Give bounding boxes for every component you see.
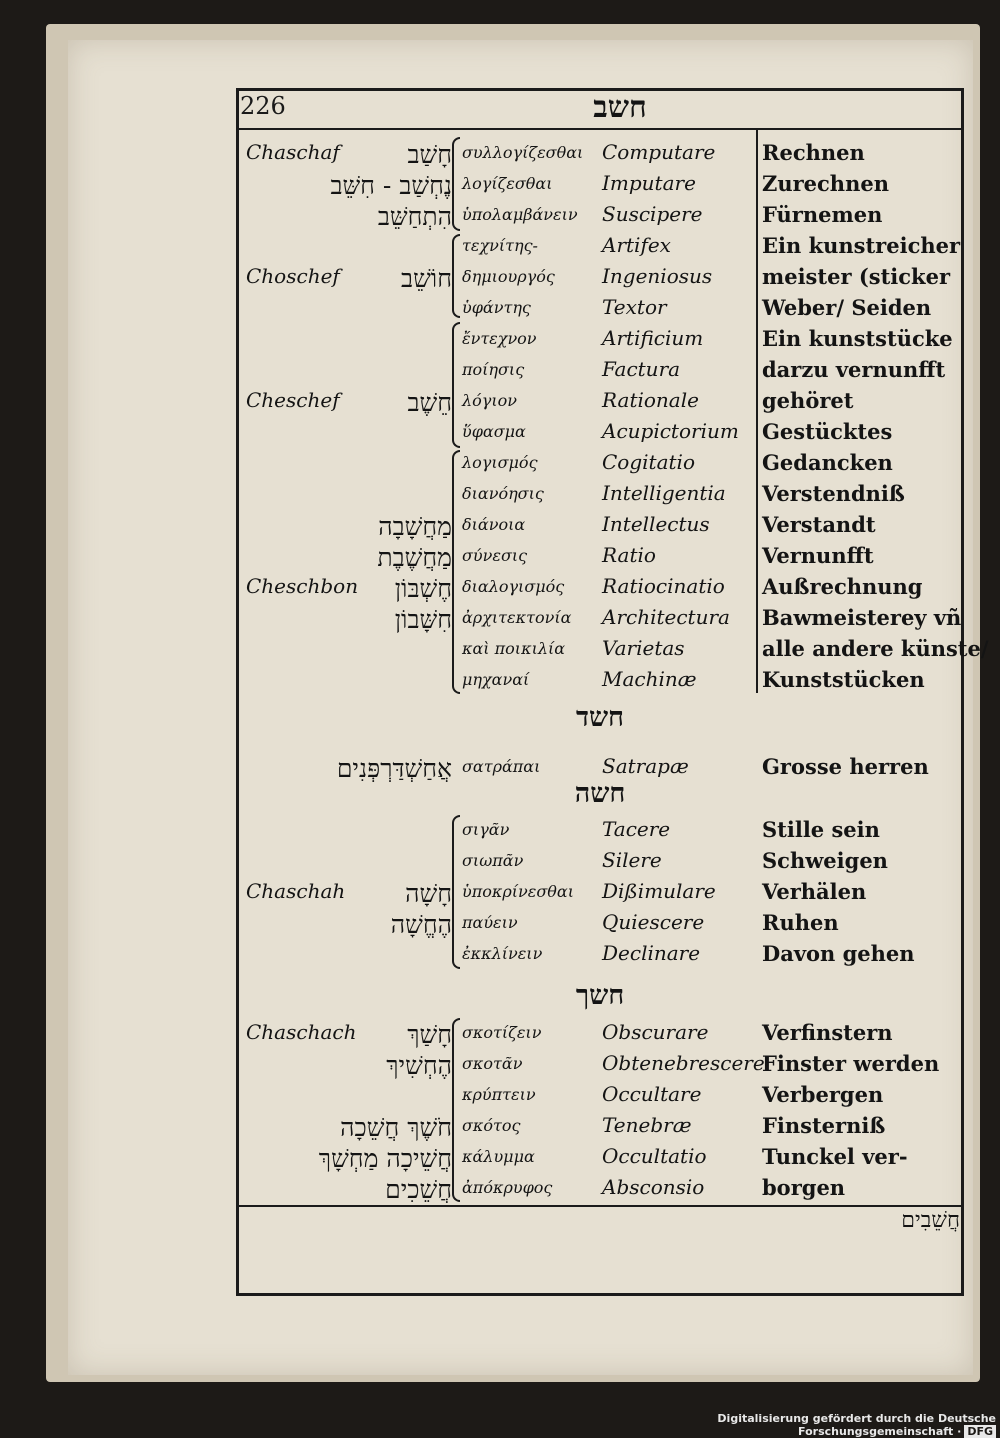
latin-term: Intellectus (602, 512, 710, 536)
greek-term: ἐκκλίνειν (462, 944, 543, 963)
transliteration: Choschef (246, 264, 340, 288)
german-term: Verfinstern (762, 1020, 893, 1045)
latin-term: Silere (602, 848, 662, 872)
latin-term: Architectura (602, 605, 730, 629)
latin-term: Satrapæ (602, 754, 689, 778)
greek-term: σκοτᾶν (462, 1054, 523, 1073)
german-term: alle andere künste/ (762, 636, 989, 661)
footer-text: Digitalisierung gefördert durch die Deutsche Forschungsgemeinschaft · (717, 1412, 996, 1438)
latin-term: Varietas (602, 636, 685, 660)
greek-term: ὑφάντης (462, 298, 531, 317)
latin-term: Absconsio (602, 1175, 705, 1199)
greek-term: διάνοια (462, 515, 526, 534)
section-root-chashad: חשד (575, 702, 625, 733)
german-term: Finsterniß (762, 1113, 886, 1138)
latin-term: Obtenebrescere (602, 1051, 765, 1075)
latin-term: Tenebræ (602, 1113, 692, 1137)
hebrew-word: חֶשְׁבּוֹן (394, 574, 452, 603)
hebrew-word: מַחֲשָׁבָה (378, 512, 452, 541)
hebrew-word: הֶחֱשָׁה (390, 910, 452, 939)
german-term: Verstendniß (762, 481, 905, 506)
bottom-rule (236, 1205, 964, 1207)
greek-term: κάλυμμα (462, 1147, 535, 1166)
german-term: Finster werden (762, 1051, 940, 1076)
greek-term: δημιουργός (462, 267, 555, 286)
header-root: חשב (593, 90, 647, 125)
bracket (452, 234, 460, 318)
latin-term: Computare (602, 140, 716, 164)
bracket (452, 450, 460, 694)
latin-term: Imputare (602, 171, 696, 195)
greek-term: σκοτίζειν (462, 1023, 542, 1042)
german-term: Tunckel ver- (762, 1144, 908, 1169)
latin-term: Rationale (602, 388, 699, 412)
greek-term: σιγᾶν (462, 820, 510, 839)
latin-term: Ingeniosus (602, 264, 713, 288)
latin-term: Ratio (602, 543, 656, 567)
footer-credit (600, 1412, 996, 1438)
latin-term: Obscurare (602, 1020, 709, 1044)
greek-term: λογισμός (462, 453, 538, 472)
hebrew-word: הִתְחַשֵּׁב (377, 202, 452, 231)
greek-term: λόγιον (462, 391, 517, 410)
german-term: Verbergen (762, 1082, 884, 1107)
german-term: Grosse herren (762, 754, 929, 779)
latin-term: Acupictorium (602, 419, 739, 443)
latin-term: Textor (602, 295, 667, 319)
bracket (452, 815, 460, 969)
german-term: Fürnemen (762, 202, 883, 227)
page-number: 226 (240, 92, 286, 120)
bracket (452, 322, 460, 448)
column-separator (756, 130, 758, 693)
latin-term: Occultare (602, 1082, 702, 1106)
latin-term: Suscipere (602, 202, 703, 226)
hebrew-word: חָשַׁךְ (407, 1020, 452, 1049)
greek-term: ἀπόκρυφος (462, 1178, 553, 1197)
latin-term: Artifex (602, 233, 671, 257)
latin-term: Ratiocinatio (602, 574, 725, 598)
greek-term: διανόησις (462, 484, 544, 503)
german-term: Kunststücken (762, 667, 925, 692)
greek-term: παύειν (462, 913, 518, 932)
greek-term: μηχαναί (462, 670, 530, 689)
hebrew-word: חִשָּׁבוֹן (394, 605, 452, 634)
german-term: Zurechnen (762, 171, 889, 196)
greek-term: σατράπαι (462, 757, 541, 776)
greek-term: συλλογίζεσθαι (462, 143, 584, 162)
german-term: Rechnen (762, 140, 865, 165)
german-term: Ein kunststücke (762, 326, 953, 351)
german-term: Ein kunstreicher (762, 233, 961, 258)
latin-term: Cogitatio (602, 450, 695, 474)
german-term: meister (sticker (762, 264, 951, 289)
greek-term: σκότος (462, 1116, 521, 1135)
german-term: Stille sein (762, 817, 880, 842)
greek-term: τεχνίτης- (462, 236, 538, 255)
greek-term: κρύπτειν (462, 1085, 536, 1104)
latin-term: Machinæ (602, 667, 697, 691)
header-rule (236, 128, 964, 130)
greek-term: ὕφασμα (462, 422, 526, 441)
greek-term: ποίησις (462, 360, 525, 379)
hebrew-word: חֲשֵׁיכָה מַחְשָׁךְ (318, 1144, 452, 1173)
hebrew-word: חוֹשֵׁב (401, 264, 452, 293)
german-term: gehöret (762, 388, 854, 413)
greek-term: ὑπολαμβάνειν (462, 205, 578, 224)
dfg-logo: DFG (964, 1425, 996, 1438)
german-term: Gestücktes (762, 419, 893, 444)
hebrew-word: חֹשֶׁךְ חֲשֵׁכָה (340, 1113, 452, 1142)
german-term: Schweigen (762, 848, 888, 873)
transliteration: Chaschach (246, 1020, 357, 1044)
hebrew-word: אֲחַשְׁדַּרְפְּנִים (336, 754, 452, 783)
hebrew-word: חֲשֵׁכִים (385, 1175, 452, 1204)
german-term: Verstandt (762, 512, 876, 537)
greek-term: σιωπᾶν (462, 851, 524, 870)
latin-term: Tacere (602, 817, 671, 841)
transliteration: Chaschaf (246, 140, 340, 164)
catchword: חֲשֵׁבִים (901, 1208, 960, 1233)
latin-term: Quiescere (602, 910, 705, 934)
transliteration: Cheschbon (246, 574, 359, 598)
greek-term: σύνεσις (462, 546, 528, 565)
greek-term: καὶ ποικιλία (462, 639, 566, 658)
latin-term: Declinare (602, 941, 701, 965)
hebrew-word: הֶחְשִׁיךְ (386, 1051, 452, 1080)
greek-term: λογίζεσθαι (462, 174, 553, 193)
hebrew-word: נֶחְשַׁב - חִשֵּׁב (330, 171, 452, 200)
latin-term: Factura (602, 357, 681, 381)
bracket (452, 137, 460, 231)
latin-term: Occultatio (602, 1144, 707, 1168)
section-root-chashach: חשך (575, 980, 625, 1011)
german-term: Weber/ Seiden (762, 295, 932, 320)
german-term: Ruhen (762, 910, 839, 935)
german-term: Verhälen (762, 879, 867, 904)
latin-term: Intelligentia (602, 481, 726, 505)
bracket (452, 1018, 460, 1202)
hebrew-word: חָשַׁב (407, 140, 452, 169)
german-term: borgen (762, 1175, 846, 1200)
german-term: Davon gehen (762, 941, 915, 966)
greek-term: ἔντεχνον (462, 329, 537, 348)
german-term: Gedancken (762, 450, 893, 475)
greek-term: διαλογισμός (462, 577, 565, 596)
section-root-chashah: חשה (574, 778, 626, 809)
hebrew-word: חֵשֶׁב (407, 388, 452, 417)
latin-term: Artificium (602, 326, 704, 350)
german-term: Vernunfft (762, 543, 874, 568)
transliteration: Chaschah (246, 879, 346, 903)
german-term: Außrechnung (762, 574, 923, 599)
greek-term: ἀρχιτεκτονία (462, 608, 572, 627)
hebrew-word: חָשָׁה (405, 879, 452, 908)
greek-term: ὑποκρίνεσθαι (462, 882, 574, 901)
hebrew-word: מַחֲשֶׁבֶת (377, 543, 452, 572)
german-term: Bawmeisterey vñ (762, 605, 962, 630)
transliteration: Cheschef (246, 388, 340, 412)
german-term: darzu vernunfft (762, 357, 946, 382)
latin-term: Dißimulare (602, 879, 716, 903)
